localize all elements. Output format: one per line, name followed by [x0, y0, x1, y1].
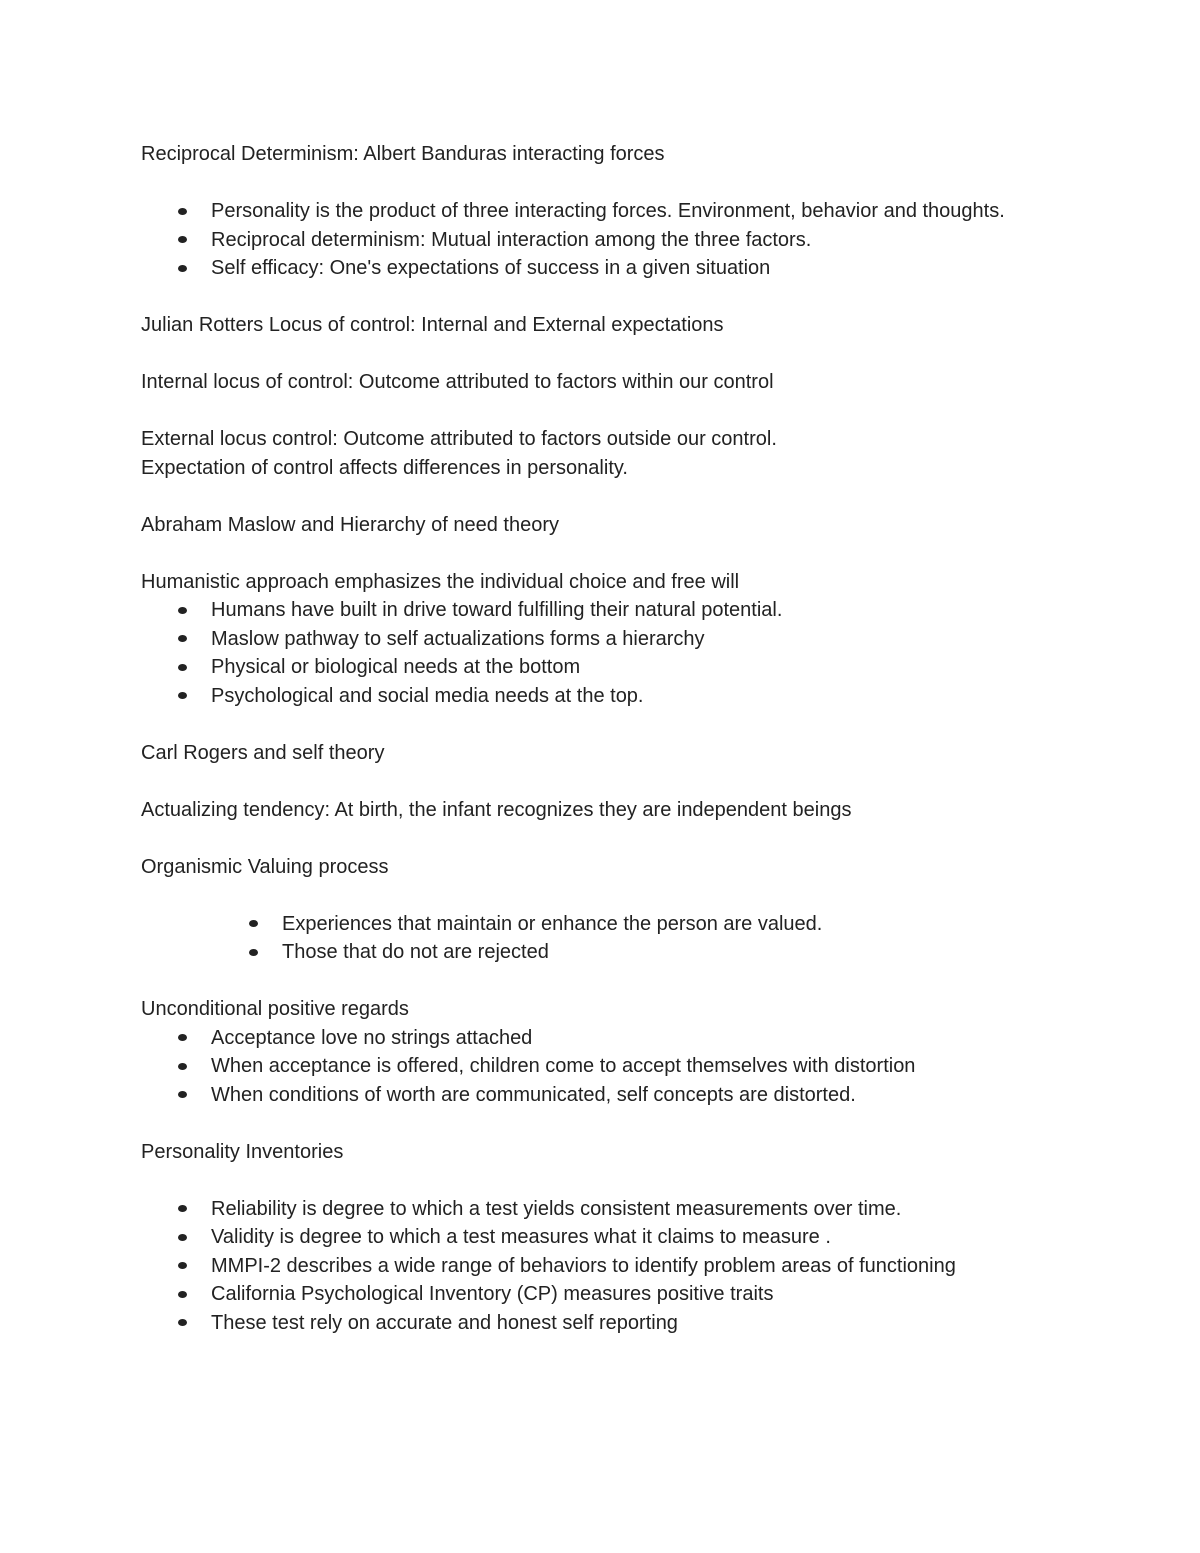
list-item-text: Physical or biological needs at the bottom [211, 656, 581, 678]
external-locus-text: External locus control: Outcome attributed to factors outside our control. [141, 428, 777, 450]
inventories-heading: Personality Inventories [141, 1140, 344, 1163]
list-item-text: Humans have built in drive toward fulfilling their natural potential. [211, 599, 783, 621]
spacer [141, 767, 1041, 796]
spacer [141, 539, 1041, 568]
spacer [141, 881, 1041, 910]
list-item [141, 1280, 1041, 1309]
list-item [141, 1081, 1041, 1110]
bandura-heading: Reciprocal Determinism: Albert Banduras interacting forces [141, 143, 665, 165]
list-item [141, 653, 1041, 682]
bullet-icon [178, 1063, 187, 1070]
bullet-icon [178, 265, 187, 272]
bullet-icon [249, 949, 258, 956]
actualizing-text: Actualizing tendency: At birth, the infant recognizes they are independent beings [141, 798, 852, 821]
spacer [141, 710, 1041, 739]
list-item-text: Reliability is degree to which a test yields consistent measurements over time. [211, 1197, 902, 1220]
organismic-list [141, 910, 1041, 967]
bullet-icon [178, 664, 187, 671]
list-item [141, 1252, 1041, 1281]
list-item [141, 625, 1041, 654]
bullet-icon [249, 920, 258, 927]
unconditional-list [141, 1024, 1041, 1110]
bullet-icon [178, 1291, 187, 1298]
list-item-text: Self efficacy: One's expectations of success in a given situation [211, 257, 771, 279]
list-item-text: When conditions of worth are communicated, self concepts are distorted. [211, 1083, 856, 1106]
list-item [141, 197, 1041, 226]
bullet-icon [178, 208, 187, 215]
spacer [141, 397, 1041, 426]
list-item [141, 596, 1041, 625]
list-item-text: Maslow pathway to self actualizations forms a hierarchy [211, 627, 705, 650]
maslow-heading: Abraham Maslow and Hierarchy of need theory [141, 513, 559, 536]
humanistic-text: Humanistic approach emphasizes the individual choice and free will [141, 570, 740, 593]
bullet-icon [178, 607, 187, 614]
list-item-text: California Psychological Inventory (CP) measures positive traits [211, 1283, 774, 1305]
list-item-text: Psychological and social media needs at the top. [211, 684, 644, 707]
organismic-heading: Organismic Valuing process [141, 855, 389, 878]
bullet-icon [178, 635, 187, 642]
spacer [141, 1109, 1041, 1138]
unconditional-heading: Unconditional positive regards [141, 998, 409, 1020]
internal-locus-text: Internal locus of control: Outcome attributed to factors within our control [141, 371, 774, 393]
expectation-text: Expectation of control affects differences in personality. [141, 456, 628, 479]
rogers-heading: Carl Rogers and self theory [141, 741, 385, 764]
spacer [141, 482, 1041, 511]
list-item [141, 938, 1041, 967]
bullet-icon [178, 692, 187, 699]
list-item-text: Reciprocal determinism: Mutual interaction among the three factors. [211, 228, 812, 251]
list-item-text: Acceptance love no strings attached [211, 1026, 533, 1049]
list-item-text: Validity is degree to which a test measures what it claims to measure . [211, 1226, 831, 1248]
list-item-text: When acceptance is offered, children come to accept themselves with distortion [211, 1055, 916, 1077]
list-item [141, 910, 1041, 939]
spacer [141, 967, 1041, 996]
spacer [141, 824, 1041, 853]
bullet-icon [178, 1034, 187, 1041]
bullet-icon [178, 1234, 187, 1241]
spacer [141, 1166, 1041, 1195]
document-page [141, 140, 1041, 1337]
list-item-text: Those that do not are rejected [282, 941, 549, 963]
spacer [141, 283, 1041, 312]
bullet-icon [178, 1205, 187, 1212]
inventories-list [141, 1195, 1041, 1338]
spacer [141, 169, 1041, 198]
list-item [141, 1195, 1041, 1224]
bullet-icon [178, 236, 187, 243]
list-item [141, 254, 1041, 283]
list-item [141, 682, 1041, 711]
rotter-heading: Julian Rotters Locus of control: Internal and External expectations [141, 314, 724, 336]
bullet-icon [178, 1262, 187, 1269]
list-item [141, 1223, 1041, 1252]
list-item [141, 1052, 1041, 1081]
list-item-text: MMPI-2 describes a wide range of behaviors to identify problem areas of functioning [211, 1254, 956, 1277]
bullet-icon [178, 1319, 187, 1326]
bandura-list [141, 197, 1041, 283]
list-item [141, 226, 1041, 255]
maslow-list [141, 596, 1041, 710]
spacer [141, 340, 1041, 369]
list-item-text: Personality is the product of three interacting forces. Environment, behavior and thoughts. [211, 200, 1005, 222]
list-item [141, 1024, 1041, 1053]
bullet-icon [178, 1091, 187, 1098]
list-item-text: These test rely on accurate and honest self reporting [211, 1311, 678, 1334]
list-item-text: Experiences that maintain or enhance the person are valued. [282, 912, 823, 935]
list-item [141, 1309, 1041, 1338]
